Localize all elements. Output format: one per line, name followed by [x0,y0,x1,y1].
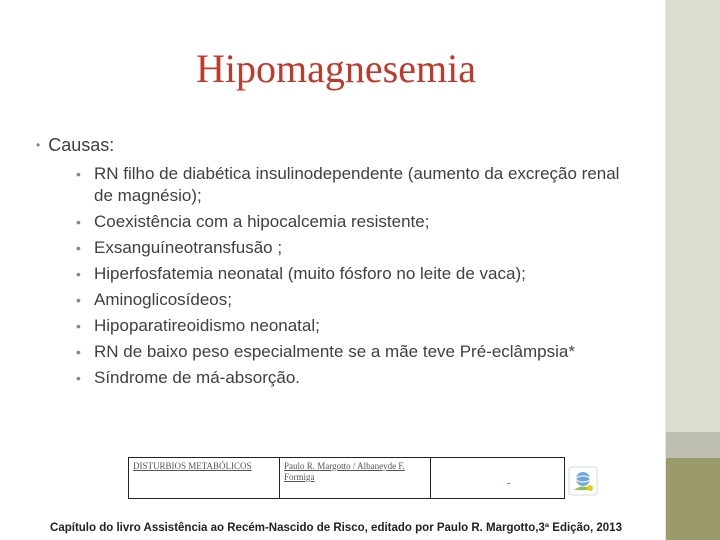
bullet-icon: • [36,138,41,152]
list-item: • Hiperfosfatemia neonatal (muito fósforo no leite de vaca); [76,263,636,285]
reference-authors-link[interactable]: Paulo R. Margotto / Albaneyde F. Formiga [280,458,431,498]
section-label: Causas: [48,135,115,155]
list-item: • Hipoparatireoidismo neonatal; [76,315,636,337]
list-item: • Síndrome de má-absorção. [76,367,636,389]
reference-empty-cell [431,458,564,498]
list-item: • Aminoglicosídeos; [76,289,636,311]
globe-icon[interactable] [568,466,598,496]
list-item: • Coexistência com a hipocalcemia resistente; [76,211,636,233]
book-caption: Capítulo do livro Assistência ao Recém-Nascido de Risco, editado por Paulo R. Margotto,3ª Edição, 2013 [50,522,622,534]
reference-box [128,457,565,499]
sidebar-band-gray [666,432,720,458]
reference-topic-link[interactable]: DISTURBIOS METABÓLICOS [129,458,280,498]
causes-list [76,163,636,393]
list-item: • RN de baixo peso especialmente se a mãe teve Pré-eclâmpsia* [76,341,636,363]
sidebar-band-green [666,458,720,540]
list-item: • RN filho de diabética insulinodependente (aumento da excreção renal de magnésio); [76,163,636,207]
sidebar-band-light [666,0,720,432]
dash-mark: - [507,477,511,489]
slide-title: Hipomagnesemia [196,46,476,91]
list-item: • Exsanguíneotransfusão ; [76,237,636,259]
section-heading [36,135,114,156]
